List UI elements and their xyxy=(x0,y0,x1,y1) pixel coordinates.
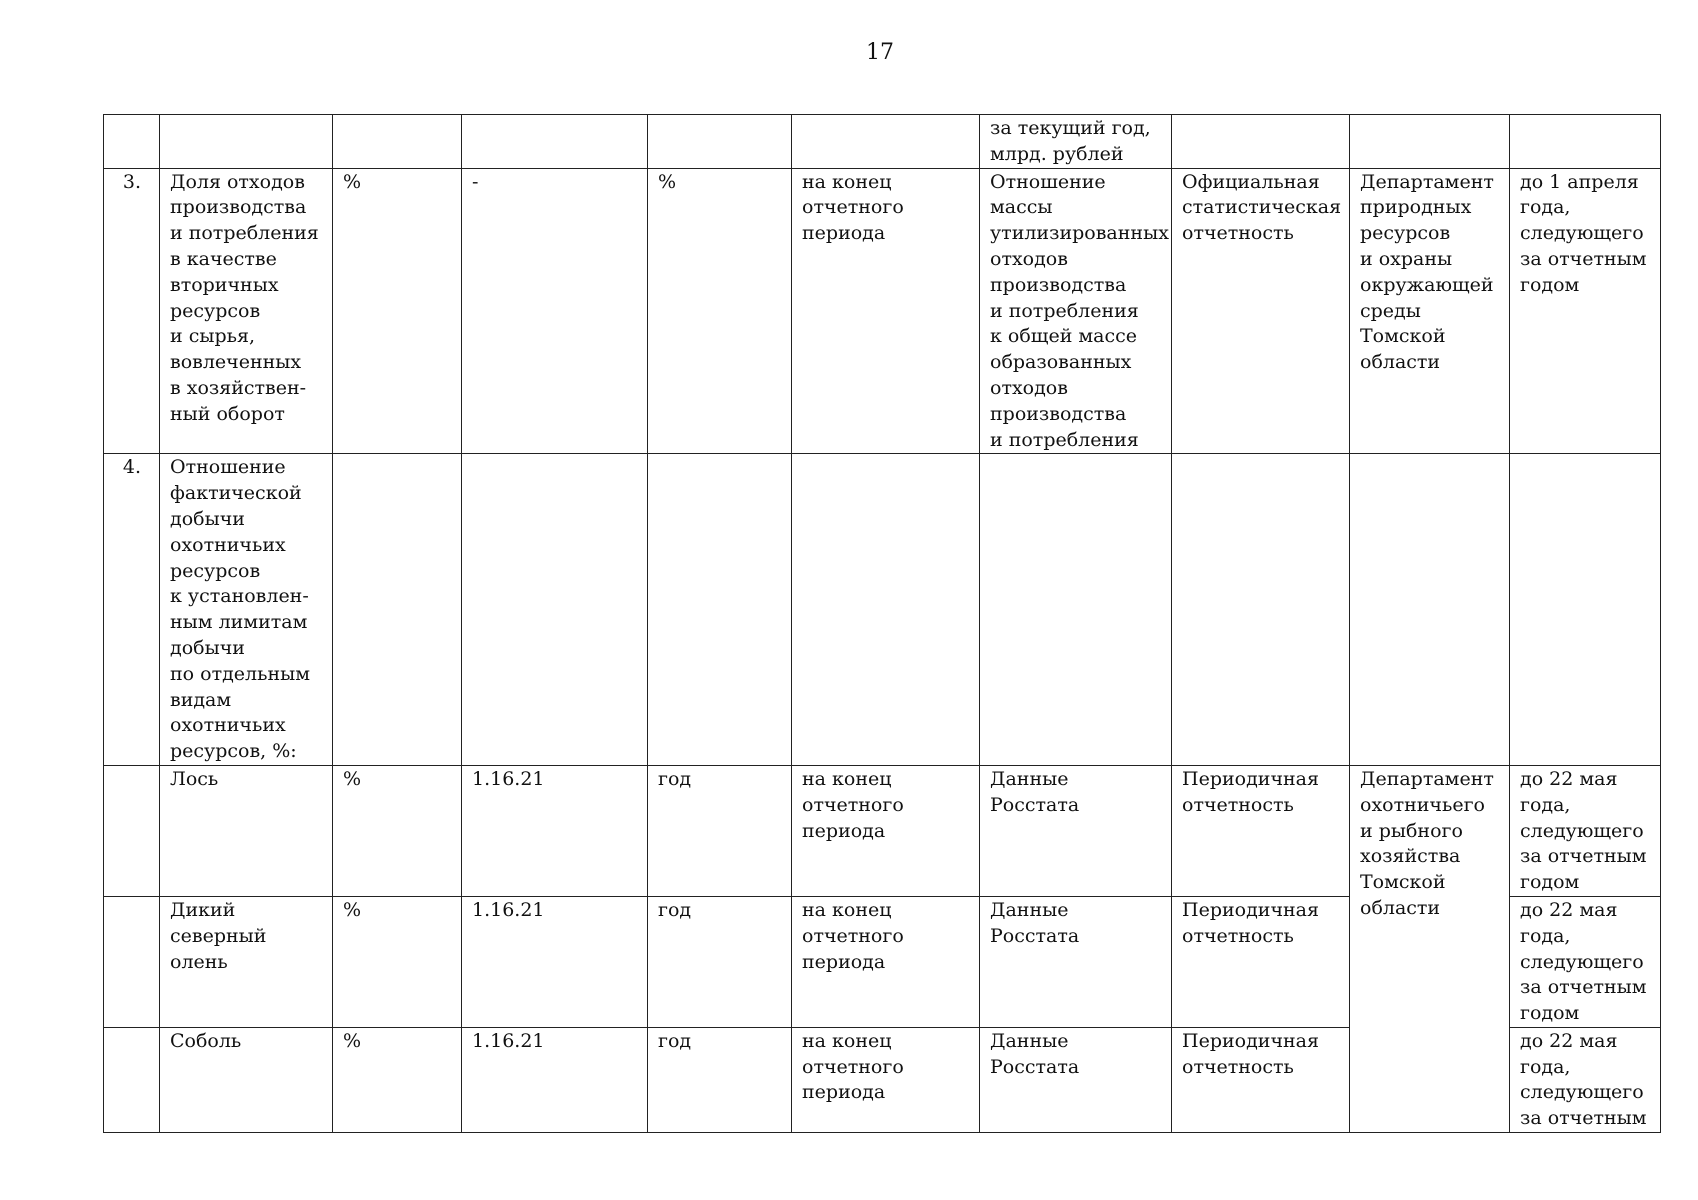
cell-responsible: Департамент охотничьего и рыбного хозяйства Томской области xyxy=(1350,765,1510,1132)
cell-code: 1.16.21 xyxy=(462,1027,648,1132)
cell-source xyxy=(1172,115,1350,169)
cell-source: Официальная статистическая отчетность xyxy=(1172,168,1350,454)
cell-method: Отношение массы утилизированных отходов производства и потребления к общей массе образованных отходов производства и потребления xyxy=(980,168,1172,454)
cell-deadline xyxy=(1510,115,1661,169)
cell-unit: % xyxy=(333,168,462,454)
table-row xyxy=(104,168,1661,454)
cell-source: Периодичная отчетность xyxy=(1172,765,1350,896)
cell-responsible xyxy=(1350,454,1510,766)
cell-num xyxy=(104,1027,160,1132)
cell-method: за текущий год, млрд. рублей xyxy=(980,115,1172,169)
cell-date: на конец отчетного периода xyxy=(792,896,980,1027)
table-row xyxy=(104,454,1661,766)
cell-deadline xyxy=(1510,454,1661,766)
cell-method: Данные Росстата xyxy=(980,896,1172,1027)
cell-code xyxy=(462,115,648,169)
cell-method xyxy=(980,454,1172,766)
indicator-table xyxy=(103,114,1661,1133)
cell-source: Периодичная отчетность xyxy=(1172,896,1350,1027)
cell-periodicity: год xyxy=(648,765,792,896)
cell-num xyxy=(104,765,160,896)
cell-num xyxy=(104,896,160,1027)
cell-deadline: до 22 мая года, следующего за отчетным xyxy=(1510,1027,1661,1132)
cell-source xyxy=(1172,454,1350,766)
cell-unit: % xyxy=(333,1027,462,1132)
cell-code: - xyxy=(462,168,648,454)
cell-date xyxy=(792,454,980,766)
cell-indicator-name: Соболь xyxy=(160,1027,333,1132)
cell-date xyxy=(792,115,980,169)
cell-indicator-name: Отношение фактической добычи охотничьих ресурсов к установлен- ным лимитам добычи по отдельным видам охотничьих ресурсов, %: xyxy=(160,454,333,766)
cell-source: Периодичная отчетность xyxy=(1172,1027,1350,1132)
cell-periodicity: год xyxy=(648,896,792,1027)
cell-responsible xyxy=(1350,115,1510,169)
cell-num: 4. xyxy=(104,454,160,766)
cell-date: на конец отчетного периода xyxy=(792,168,980,454)
cell-unit: % xyxy=(333,896,462,1027)
cell-date: на конец отчетного периода xyxy=(792,1027,980,1132)
cell-unit xyxy=(333,454,462,766)
cell-date: на конец отчетного периода xyxy=(792,765,980,896)
cell-periodicity: год xyxy=(648,1027,792,1132)
cell-method: Данные Росстата xyxy=(980,1027,1172,1132)
cell-periodicity xyxy=(648,115,792,169)
cell-indicator-name: Лось xyxy=(160,765,333,896)
cell-num: 3. xyxy=(104,168,160,454)
cell-code: 1.16.21 xyxy=(462,896,648,1027)
cell-deadline: до 22 мая года, следующего за отчетным годом xyxy=(1510,896,1661,1027)
cell-indicator-name xyxy=(160,115,333,169)
cell-periodicity xyxy=(648,454,792,766)
cell-unit xyxy=(333,115,462,169)
cell-num xyxy=(104,115,160,169)
cell-deadline: до 22 мая года, следующего за отчетным годом xyxy=(1510,765,1661,896)
page-number: 17 xyxy=(866,40,894,65)
cell-periodicity: % xyxy=(648,168,792,454)
cell-responsible: Департамент природных ресурсов и охраны окружающей среды Томской области xyxy=(1350,168,1510,454)
cell-deadline: до 1 апреля года, следующего за отчетным годом xyxy=(1510,168,1661,454)
cell-code xyxy=(462,454,648,766)
cell-code: 1.16.21 xyxy=(462,765,648,896)
table-row xyxy=(104,115,1661,169)
cell-method: Данные Росстата xyxy=(980,765,1172,896)
table-row xyxy=(104,765,1661,896)
cell-indicator-name: Доля отходов производства и потребления в качестве вторичных ресурсов и сырья, вовлеченных в хозяйствен- ный оборот xyxy=(160,168,333,454)
cell-indicator-name: Дикий северный олень xyxy=(160,896,333,1027)
cell-unit: % xyxy=(333,765,462,896)
